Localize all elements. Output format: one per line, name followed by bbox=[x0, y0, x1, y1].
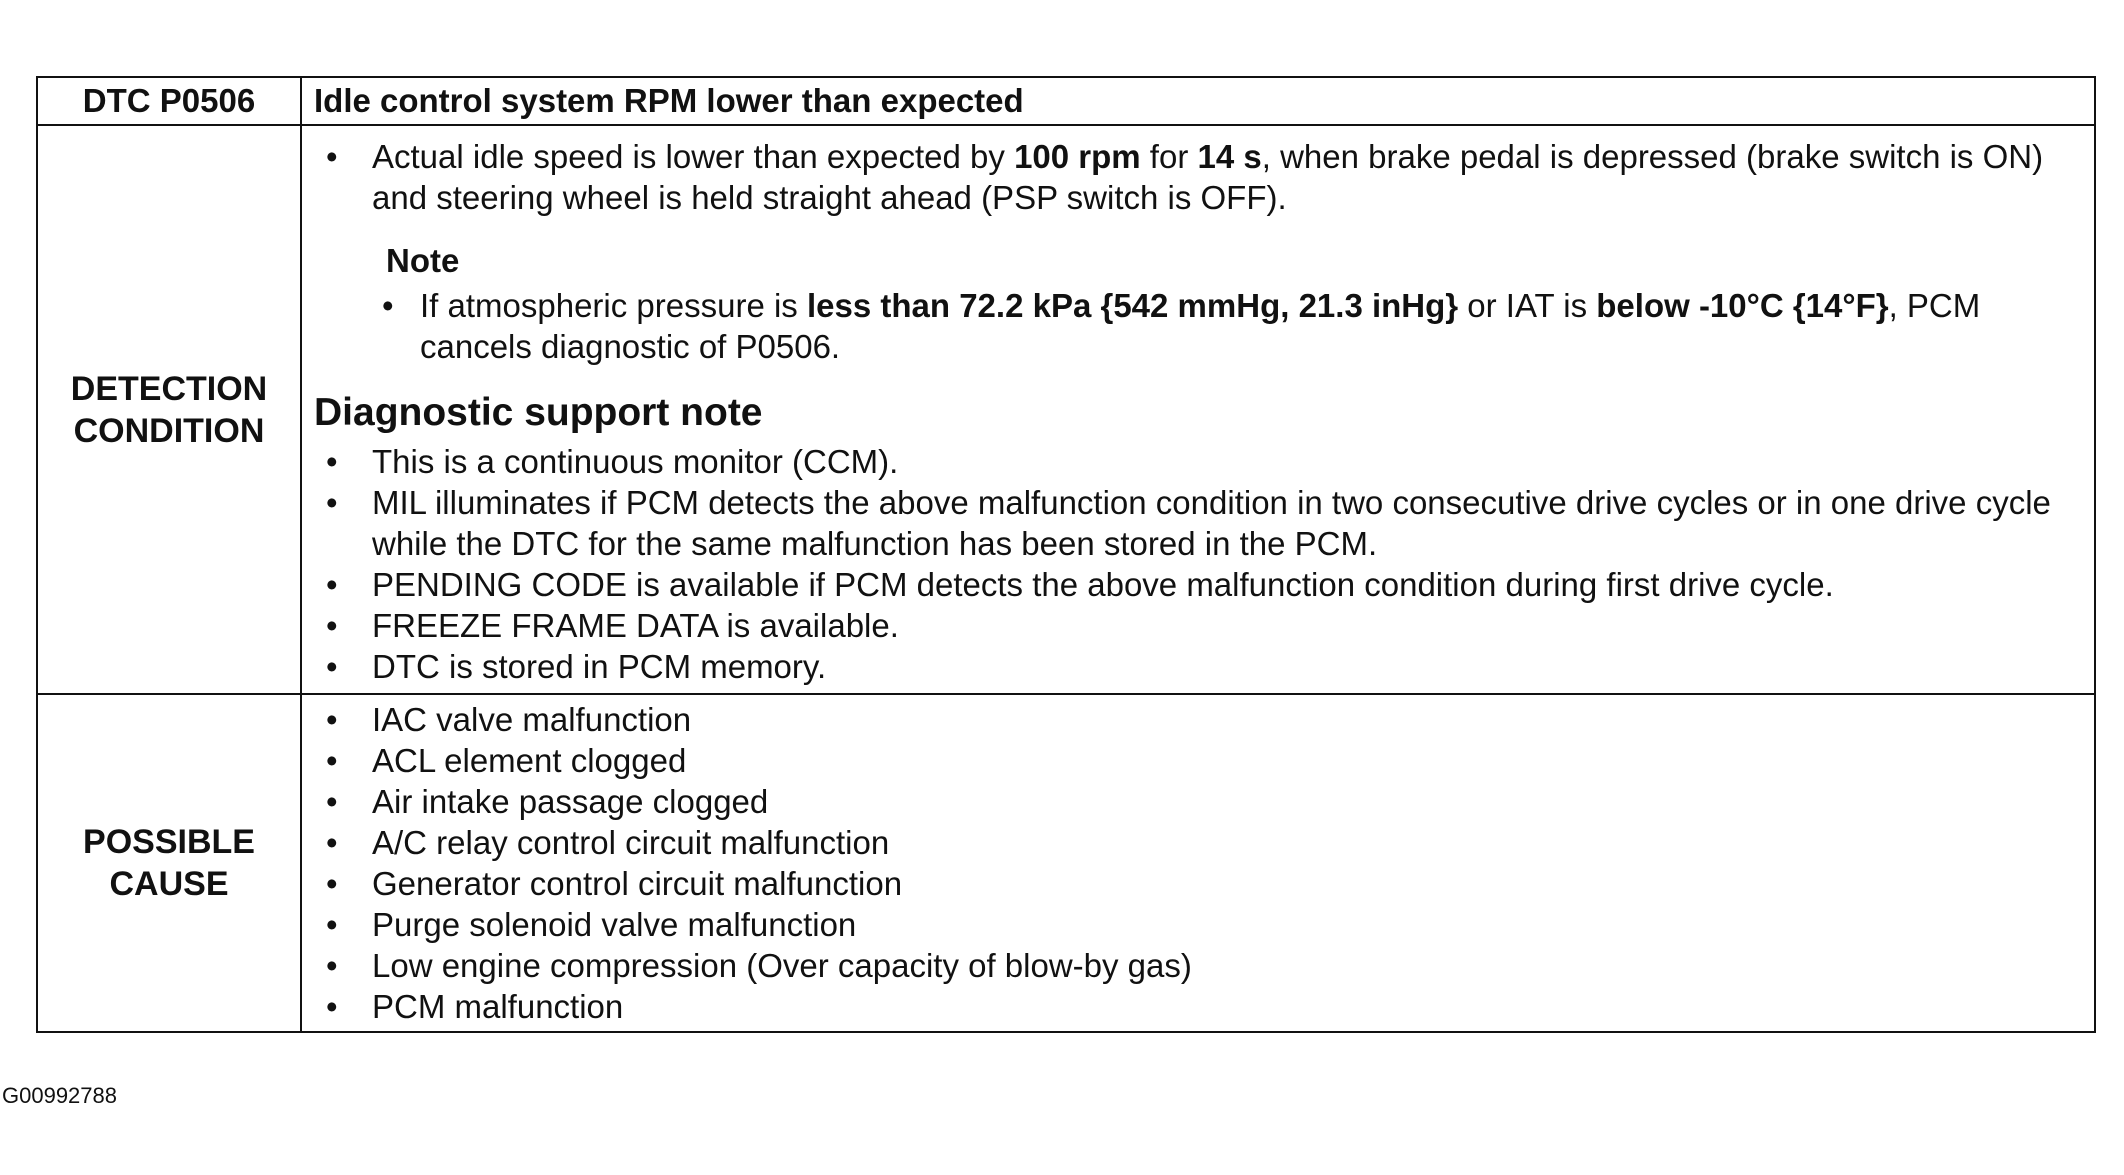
note-bullet bbox=[372, 285, 2080, 367]
note-pressure-value: less than 72.2 kPa {542 mmHg, 21.3 inHg} bbox=[806, 287, 1459, 324]
support-item: • MIL illuminates if PCM detects the above malfunction condition in two consecutive drive cycles or in one drive cycle while the DTC for the same malfunction has been stored in the PCM. bbox=[314, 482, 2080, 564]
header-row bbox=[37, 77, 2095, 125]
cause-item: • Low engine compression (Over capacity of blow-by gas) bbox=[314, 945, 2080, 986]
note-text-3: , PCM cancels diagnostic of P0506. bbox=[420, 287, 1981, 365]
support-item: • PENDING CODE is available if PCM detects the above malfunction condition during first drive cycle. bbox=[314, 564, 2080, 605]
detection-text-2: for bbox=[1140, 138, 1198, 175]
detection-text-3: , when brake pedal is depressed (brake switch is ON) and steering wheel is held straight ahead (PSP switch is OFF). bbox=[372, 138, 2044, 216]
cause-item: • A/C relay control circuit malfunction bbox=[314, 822, 2080, 863]
support-item: • This is a continuous monitor (CCM). bbox=[314, 441, 2080, 482]
detection-main-bullet bbox=[314, 136, 2080, 218]
detection-content bbox=[301, 125, 2095, 694]
detection-time-value: 14 s bbox=[1197, 138, 1262, 175]
note-heading: Note bbox=[386, 242, 460, 279]
detection-rpm-value: 100 rpm bbox=[1014, 138, 1141, 175]
dtc-code: DTC P0506 bbox=[37, 77, 301, 125]
figure-id: G00992788 bbox=[2, 1083, 117, 1108]
cause-item: • Purge solenoid valve malfunction bbox=[314, 904, 2080, 945]
cause-item: • IAC valve malfunction bbox=[314, 699, 2080, 740]
detection-row bbox=[37, 125, 2095, 694]
dtc-document bbox=[36, 76, 2094, 1033]
cause-label bbox=[37, 694, 301, 1032]
dtc-table bbox=[36, 76, 2096, 1033]
note-text-1: If atmospheric pressure is bbox=[420, 287, 807, 324]
support-note-heading: Diagnostic support note bbox=[314, 391, 763, 434]
support-item: • FREEZE FRAME DATA is available. bbox=[314, 605, 2080, 646]
support-item: • DTC is stored in PCM memory. bbox=[314, 646, 2080, 687]
note-temperature-value: below -10°C {14°F} bbox=[1596, 287, 1889, 324]
note-list bbox=[372, 285, 2080, 367]
cause-list bbox=[314, 699, 2080, 1027]
cause-item: • Air intake passage clogged bbox=[314, 781, 2080, 822]
cause-content bbox=[301, 694, 2095, 1032]
cause-label-line2: CAUSE bbox=[109, 865, 229, 903]
cause-item: • ACL element clogged bbox=[314, 740, 2080, 781]
cause-label-line1: POSSIBLE bbox=[83, 823, 255, 861]
support-note-list bbox=[314, 441, 2080, 687]
detection-main-list bbox=[314, 136, 2080, 218]
dtc-title: Idle control system RPM lower than expected bbox=[301, 77, 2095, 125]
cause-item: • PCM malfunction bbox=[314, 986, 2080, 1027]
detection-label-line2: CONDITION bbox=[73, 411, 265, 450]
cause-item: • Generator control circuit malfunction bbox=[314, 863, 2080, 904]
detection-label bbox=[37, 125, 301, 694]
detection-text-1: Actual idle speed is lower than expected by bbox=[372, 138, 1015, 175]
cause-row bbox=[37, 694, 2095, 1032]
note-text-2: or IAT is bbox=[1458, 287, 1597, 324]
note-block bbox=[314, 240, 2080, 367]
detection-label-line1: DETECTION bbox=[70, 369, 268, 408]
